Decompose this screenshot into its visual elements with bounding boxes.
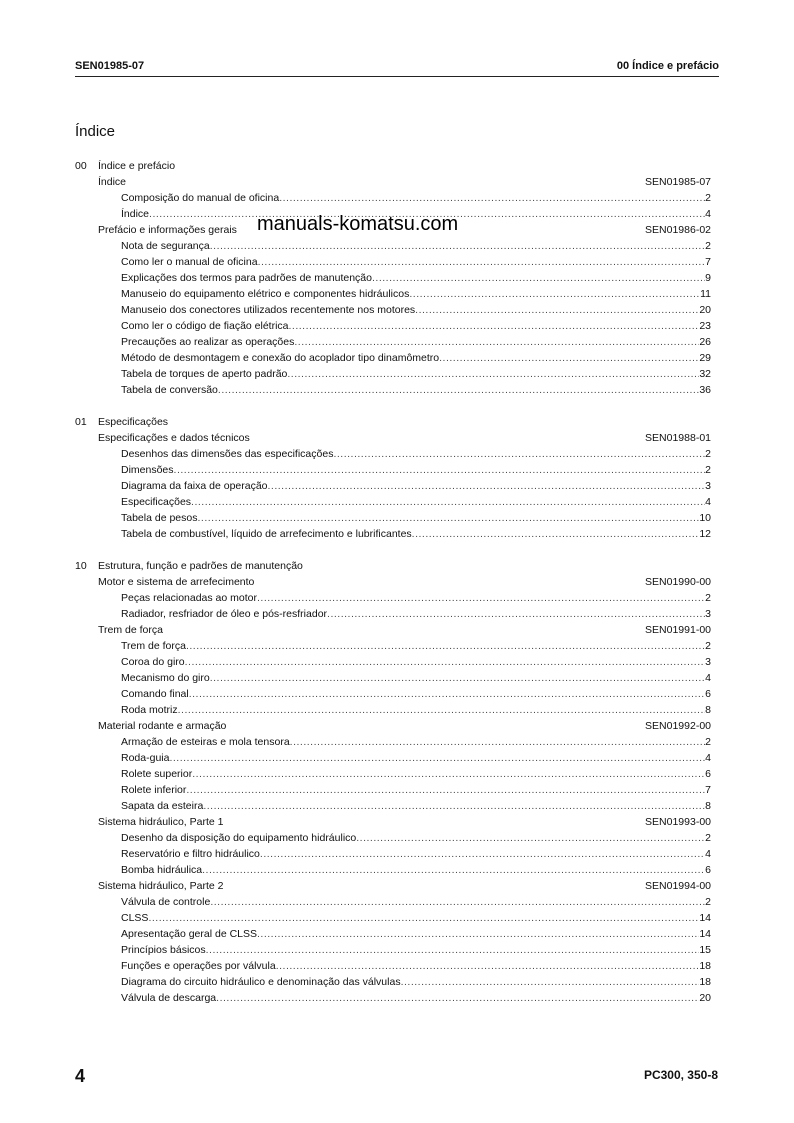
entry-page: 36 xyxy=(699,384,711,396)
entry-title: Tabela de torques de aperto padrão xyxy=(121,368,288,380)
entry-title: Roda motriz xyxy=(121,704,178,716)
entry-title: Diagrama do circuito hidráulico e denominação das válvulas xyxy=(121,976,401,988)
section-title: Motor e sistema de arrefecimento xyxy=(98,576,255,588)
chapter-number: 10 xyxy=(75,560,87,572)
entry-page: 18 xyxy=(699,960,711,972)
leader-dots xyxy=(148,910,699,926)
toc-entry xyxy=(75,654,711,670)
entry-page: 15 xyxy=(699,944,711,956)
leader-dots xyxy=(203,798,705,814)
entry-title: Coroa do giro xyxy=(121,656,185,668)
leader-dots xyxy=(189,686,705,702)
entry-page: 2 xyxy=(705,640,711,652)
entry-title: Diagrama da faixa de operação xyxy=(121,480,268,492)
chapter-title: Índice e prefácio xyxy=(98,160,176,172)
leader-dots xyxy=(412,526,700,542)
toc-entry xyxy=(75,894,711,910)
spacer xyxy=(75,542,711,558)
section-code: SEN01990-00 xyxy=(645,576,711,588)
section-code: SEN01986-02 xyxy=(645,224,711,236)
entry-page: 14 xyxy=(699,928,711,940)
table-of-contents xyxy=(75,158,711,1006)
leader-dots xyxy=(279,190,705,206)
entry-title: Manuseio dos conectores utilizados recentemente nos motores xyxy=(121,304,416,316)
entry-title: CLSS xyxy=(121,912,149,924)
entry-page: 29 xyxy=(699,352,711,364)
entry-page: 6 xyxy=(705,688,711,700)
entry-title: Especificações xyxy=(121,496,192,508)
entry-title: Tabela de conversão xyxy=(121,384,218,396)
entry-page: 10 xyxy=(699,512,711,524)
section-title: Prefácio e informações gerais xyxy=(98,224,237,236)
toc-entry xyxy=(75,302,711,318)
section-code: SEN01988-01 xyxy=(645,432,711,444)
leader-dots xyxy=(327,606,705,622)
entry-title: Índice xyxy=(121,208,150,220)
section-code: SEN01985-07 xyxy=(645,176,711,188)
toc-entry xyxy=(75,846,711,862)
page-number: 4 xyxy=(75,1066,86,1086)
entry-page: 14 xyxy=(699,912,711,924)
entry-title: Válvula de descarga xyxy=(121,992,217,1004)
leader-dots xyxy=(372,270,705,286)
section-code: SEN01991-00 xyxy=(645,624,711,636)
toc-entry xyxy=(75,478,711,494)
entry-page: 2 xyxy=(705,592,711,604)
toc-entry xyxy=(75,286,711,302)
toc-entry xyxy=(75,958,711,974)
entry-title: Válvula de controle xyxy=(121,896,211,908)
leader-dots xyxy=(258,254,706,270)
section-code: SEN01994-00 xyxy=(645,880,711,892)
section-title: Sistema hidráulico, Parte 2 xyxy=(98,880,224,892)
leader-dots xyxy=(415,302,699,318)
leader-dots xyxy=(257,926,699,942)
leader-dots xyxy=(191,494,705,510)
toc-entry xyxy=(75,670,711,686)
section-title: 00 Índice e prefácio xyxy=(616,60,719,72)
toc-entry xyxy=(75,334,711,350)
leader-dots xyxy=(439,350,699,366)
section-heading xyxy=(75,574,711,590)
leader-dots xyxy=(202,862,705,878)
toc-entry xyxy=(75,750,711,766)
toc-entry xyxy=(75,606,711,622)
toc-entry xyxy=(75,798,711,814)
entry-title: Reservatório e filtro hidráulico xyxy=(121,848,260,860)
toc-entry xyxy=(75,926,711,942)
entry-page: 11 xyxy=(700,288,711,300)
entry-title: Roda-guia xyxy=(121,752,170,764)
toc-entry xyxy=(75,830,711,846)
toc-entry xyxy=(75,510,711,526)
leader-dots xyxy=(289,318,700,334)
entry-page: 3 xyxy=(705,656,711,668)
watermark-text: manuals-komatsu.com xyxy=(257,213,459,235)
section-title: Especificações e dados técnicos xyxy=(98,432,250,444)
section-heading xyxy=(75,430,711,446)
entry-page: 2 xyxy=(705,464,711,476)
toc-entry xyxy=(75,942,711,958)
toc-entry xyxy=(75,382,711,398)
toc-entry xyxy=(75,766,711,782)
leader-dots xyxy=(186,782,705,798)
document-code: SEN01985-07 xyxy=(75,60,145,72)
entry-title: Método de desmontagem e conexão do acoplador tipo dinamômetro xyxy=(121,352,440,364)
toc-entry xyxy=(75,318,711,334)
section-heading xyxy=(75,814,711,830)
leader-dots xyxy=(178,702,706,718)
entry-title: Apresentação geral de CLSS xyxy=(121,928,258,940)
page-header xyxy=(75,60,719,77)
toc-entry xyxy=(75,254,711,270)
leader-dots xyxy=(210,670,705,686)
leader-dots xyxy=(409,286,700,302)
entry-page: 4 xyxy=(705,208,711,220)
chapter-heading xyxy=(75,158,711,174)
toc-entry xyxy=(75,862,711,878)
entry-title: Desenhos das dimensões das especificações xyxy=(121,448,334,460)
entry-title: Funções e operações por válvula xyxy=(121,960,276,972)
entry-title: Armação de esteiras e mola tensora xyxy=(121,736,290,748)
leader-dots xyxy=(169,750,705,766)
chapter-title: Estrutura, função e padrões de manutenção xyxy=(98,560,303,572)
entry-title: Sapata da esteira xyxy=(121,800,204,812)
leader-dots xyxy=(294,334,699,350)
entry-page: 23 xyxy=(699,320,711,332)
chapter-heading xyxy=(75,558,711,574)
chapter-number: 00 xyxy=(75,160,87,172)
entry-page: 32 xyxy=(699,368,711,380)
toc-entry xyxy=(75,974,711,990)
entry-title: Composição do manual de oficina xyxy=(121,192,280,204)
entry-page: 18 xyxy=(699,976,711,988)
entry-page: 4 xyxy=(705,848,711,860)
entry-title: Desenho da disposição do equipamento hidráulico xyxy=(121,832,357,844)
chapter-heading xyxy=(75,414,711,430)
entry-title: Nota de segurança xyxy=(121,240,210,252)
toc-entry xyxy=(75,686,711,702)
leader-dots xyxy=(192,766,705,782)
section-heading xyxy=(75,622,711,638)
entry-title: Mecanismo do giro xyxy=(121,672,210,684)
toc-entry xyxy=(75,270,711,286)
entry-title: Rolete inferior xyxy=(121,784,187,796)
entry-page: 7 xyxy=(705,784,711,796)
section-title: Índice xyxy=(98,176,127,188)
toc-entry xyxy=(75,702,711,718)
machine-model: PC300, 350-8 xyxy=(643,1068,718,1082)
entry-page: 2 xyxy=(705,832,711,844)
leader-dots xyxy=(268,478,706,494)
page-title: Índice xyxy=(75,123,116,140)
entry-title: Princípios básicos xyxy=(121,944,206,956)
entry-page: 7 xyxy=(705,256,711,268)
entry-title: Precauções ao realizar as operações xyxy=(121,336,295,348)
spacer xyxy=(75,398,711,414)
leader-dots xyxy=(206,942,700,958)
section-title: Material rodante e armação xyxy=(98,720,227,732)
entry-title: Como ler o código de fiação elétrica xyxy=(121,320,289,332)
entry-page: 6 xyxy=(705,864,711,876)
toc-entry xyxy=(75,910,711,926)
toc-entry xyxy=(75,366,711,382)
leader-dots xyxy=(287,366,699,382)
toc-entry xyxy=(75,350,711,366)
section-code: SEN01993-00 xyxy=(645,816,711,828)
entry-page: 4 xyxy=(705,752,711,764)
entry-page: 3 xyxy=(705,608,711,620)
toc-entry xyxy=(75,494,711,510)
entry-page: 9 xyxy=(705,272,711,284)
section-title: Sistema hidráulico, Parte 1 xyxy=(98,816,224,828)
entry-title: Dimensões xyxy=(121,464,174,476)
toc-entry xyxy=(75,734,711,750)
leader-dots xyxy=(216,990,699,1006)
entry-title: Como ler o manual de oficina xyxy=(121,256,258,268)
entry-title: Tabela de combustível, líquido de arrefecimento e lubrificantes xyxy=(121,528,412,540)
entry-page: 6 xyxy=(705,768,711,780)
toc-entry xyxy=(75,782,711,798)
entry-title: Tabela de pesos xyxy=(121,512,198,524)
entry-page: 12 xyxy=(699,528,711,540)
section-heading xyxy=(75,878,711,894)
leader-dots xyxy=(210,894,705,910)
section-title: Trem de força xyxy=(98,624,163,636)
chapter-number: 01 xyxy=(75,416,87,428)
entry-title: Explicações dos termos para padrões de manutenção xyxy=(121,272,372,284)
leader-dots xyxy=(197,510,699,526)
entry-page: 4 xyxy=(705,672,711,684)
leader-dots xyxy=(186,638,705,654)
entry-page: 2 xyxy=(705,192,711,204)
entry-title: Comando final xyxy=(121,688,189,700)
entry-page: 8 xyxy=(705,704,711,716)
chapter-title: Especificações xyxy=(98,416,169,428)
entry-title: Bomba hidráulica xyxy=(121,864,203,876)
entry-page: 4 xyxy=(705,496,711,508)
section-heading xyxy=(75,174,711,190)
entry-title: Rolete superior xyxy=(121,768,193,780)
entry-title: Manuseio do equipamento elétrico e componentes hidráulicos xyxy=(121,288,410,300)
entry-page: 2 xyxy=(705,448,711,460)
entry-page: 2 xyxy=(705,240,711,252)
leader-dots xyxy=(276,958,700,974)
toc-entry xyxy=(75,590,711,606)
entry-page: 20 xyxy=(699,992,711,1004)
toc-entry xyxy=(75,638,711,654)
toc-entry xyxy=(75,190,711,206)
entry-title: Peças relacionadas ao motor xyxy=(121,592,257,604)
leader-dots xyxy=(185,654,706,670)
leader-dots xyxy=(218,382,699,398)
toc-entry xyxy=(75,446,711,462)
toc-entry xyxy=(75,462,711,478)
entry-page: 26 xyxy=(699,336,711,348)
entry-title: Trem de força xyxy=(121,640,186,652)
leader-dots xyxy=(174,462,706,478)
leader-dots xyxy=(333,446,705,462)
entry-page: 20 xyxy=(699,304,711,316)
leader-dots xyxy=(290,734,705,750)
leader-dots xyxy=(356,830,705,846)
entry-page: 3 xyxy=(705,480,711,492)
entry-page: 2 xyxy=(705,736,711,748)
section-heading xyxy=(75,718,711,734)
toc-entry xyxy=(75,526,711,542)
leader-dots xyxy=(260,846,705,862)
entry-title: Radiador, resfriador de óleo e pós-resfriador xyxy=(121,608,328,620)
leader-dots xyxy=(257,590,705,606)
leader-dots xyxy=(401,974,700,990)
leader-dots xyxy=(210,238,705,254)
toc-entry xyxy=(75,238,711,254)
toc-entry xyxy=(75,990,711,1006)
entry-page: 2 xyxy=(705,896,711,908)
entry-page: 8 xyxy=(705,800,711,812)
section-code: SEN01992-00 xyxy=(645,720,711,732)
